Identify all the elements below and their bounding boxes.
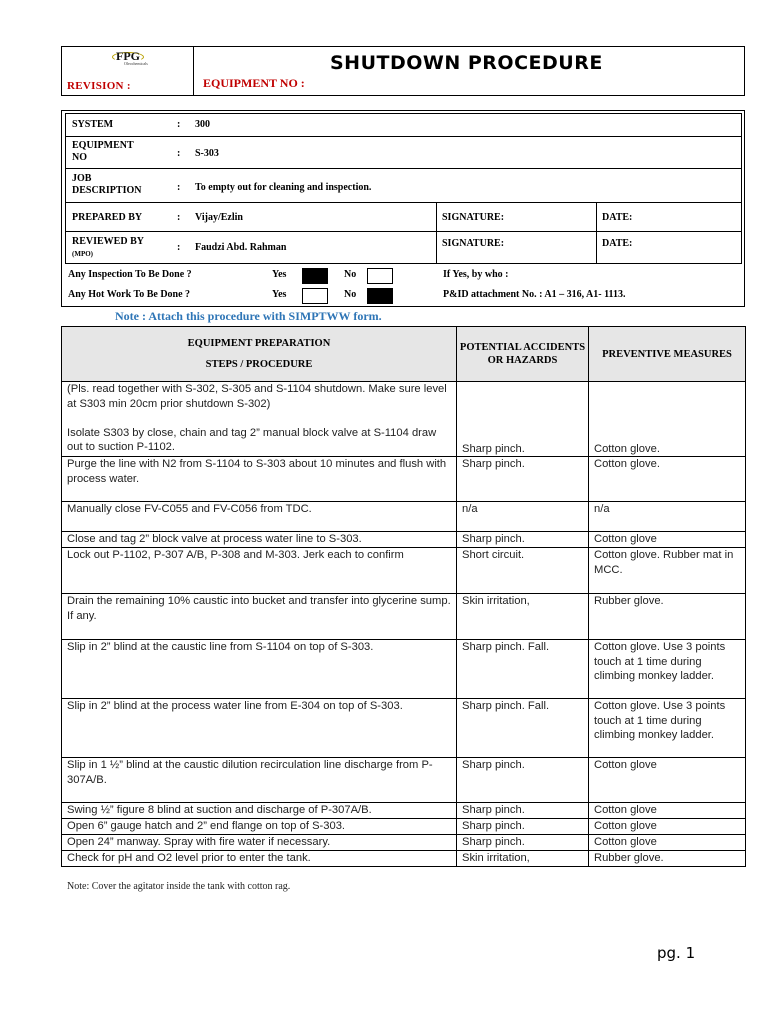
- hotwork-yes-label: Yes: [272, 289, 287, 300]
- measure-cell: Cotton glove. Use 3 points touch at 1 time during climbing monkey ladder.: [589, 640, 746, 699]
- reviewed-label-sub: (MPO): [72, 250, 93, 258]
- step-cell: (Pls. read together with S-302, S-305 and S-1104 shutdown. Make sure level at S303 min 20cm prior shutdown S-302) Isolate S303 by close, chain and tag 2” manual block valve at S-1104 draw out to suction P-1102.: [62, 382, 457, 457]
- measure-cell: Cotton glove: [589, 835, 746, 851]
- reviewed-signature-label: SIGNATURE:: [442, 238, 505, 249]
- hazard-cell: Skin irritation,: [457, 851, 589, 867]
- measure-cell: Cotton glove: [589, 758, 746, 803]
- table-row: [62, 851, 746, 867]
- step-cell: Open 24” manway. Spray with fire water if necessary.: [62, 835, 457, 851]
- measure-cell: Rubber glove.: [589, 851, 746, 867]
- system-label: SYSTEM: [72, 119, 114, 130]
- prepared-signature-label: SIGNATURE:: [442, 212, 505, 223]
- hazard-cell: Short circuit.: [457, 548, 589, 594]
- colon: :: [177, 212, 181, 223]
- reviewed-date-label: DATE:: [602, 238, 633, 249]
- measure-cell: Cotton glove. Rubber mat in MCC.: [589, 548, 746, 594]
- step-cell: Slip in 1 ½” blind at the caustic dilution recirculation line discharge from P-307A/B.: [62, 758, 457, 803]
- divider: [436, 203, 437, 264]
- hazard-cell: Sharp pinch.: [457, 835, 589, 851]
- measure-cell: Cotton glove.: [589, 457, 746, 502]
- table-row: [62, 835, 746, 851]
- step-cell: Swing ½” figure 8 blind at suction and discharge of P-307A/B.: [62, 803, 457, 819]
- hotwork-no-label: No: [344, 289, 357, 300]
- company-logo: [112, 51, 150, 67]
- note-agitator: Note: Cover the agitator inside the tank with cotton rag.: [67, 881, 291, 892]
- hazard-cell: Sharp pinch.: [457, 803, 589, 819]
- page-number: pg. 1: [657, 944, 696, 962]
- document-title: SHUTDOWN PROCEDURE: [330, 52, 603, 74]
- step-cell: Open 6” gauge hatch and 2” end flange on top of S-303.: [62, 819, 457, 835]
- logo-text: FPG: [116, 49, 140, 63]
- row-job: [66, 169, 741, 203]
- revision-label: REVISION :: [67, 80, 131, 92]
- info-table: [65, 113, 742, 264]
- prepared-label: PREPARED BY: [72, 212, 143, 223]
- row-prepared: [66, 203, 741, 232]
- hazard-cell: Sharp pinch.: [457, 758, 589, 803]
- measure-cell: Cotton glove. Use 3 points touch at 1 time during climbing monkey ladder.: [589, 699, 746, 758]
- measures-header: PREVENTIVE MEASURES: [589, 327, 746, 382]
- hazard-cell: Sharp pinch.: [457, 819, 589, 835]
- table-header-row: [62, 327, 746, 382]
- hazard-cell: Sharp pinch.: [457, 382, 589, 457]
- colon: :: [177, 119, 181, 130]
- procedure-table-body: [62, 382, 746, 867]
- job-label-line2: DESCRIPTION: [72, 185, 142, 196]
- step-cell: Slip in 2” blind at the caustic line from S-1104 on top of S-303.: [62, 640, 457, 699]
- note-attach-form: Note : Attach this procedure with SIMPTWW form.: [115, 309, 382, 323]
- table-row: [62, 502, 746, 532]
- row-equipment: [66, 137, 741, 169]
- hazard-cell: Skin irritation,: [457, 594, 589, 640]
- equipment-label: [72, 140, 134, 164]
- hotwork-question: Any Hot Work To Be Done ?: [68, 289, 191, 300]
- steps-header: [62, 327, 457, 382]
- inspection-yes-label: Yes: [272, 269, 287, 280]
- job-label-line1: JOB: [72, 173, 92, 184]
- table-row: [62, 382, 746, 457]
- table-row: [62, 803, 746, 819]
- measure-cell: Cotton glove: [589, 803, 746, 819]
- document-header: [61, 46, 745, 96]
- job-label: [72, 173, 141, 197]
- logo-subtext: Oleochemicals: [124, 61, 148, 66]
- equipment-label-line2: NO: [72, 152, 87, 163]
- hazard-cell: Sharp pinch.: [457, 457, 589, 502]
- measure-cell: n/a: [589, 502, 746, 532]
- colon: :: [177, 182, 181, 193]
- step-cell: Check for pH and O2 level prior to enter the tank.: [62, 851, 457, 867]
- logo-cell: [62, 47, 194, 95]
- hotwork-yes-checkbox[interactable]: [302, 288, 328, 304]
- hazard-cell: n/a: [457, 502, 589, 532]
- hazards-header: POTENTIAL ACCIDENTS OR HAZARDS: [457, 327, 589, 382]
- step-cell: Purge the line with N2 from S-1104 to S-303 about 10 minutes and flush with process water.: [62, 457, 457, 502]
- measure-cell: Cotton glove: [589, 819, 746, 835]
- hazard-cell: Sharp pinch.: [457, 532, 589, 548]
- job-value: To empty out for cleaning and inspection.: [195, 182, 372, 193]
- system-value: 300: [195, 119, 210, 130]
- table-row: [62, 457, 746, 502]
- step-cell: Drain the remaining 10% caustic into bucket and transfer into glycerine sump. If any.: [62, 594, 457, 640]
- inspection-yes-checkbox[interactable]: [302, 268, 328, 284]
- hotwork-no-checkbox[interactable]: [367, 288, 393, 304]
- steps-header-line2: STEPS / PROCEDURE: [205, 359, 313, 370]
- table-row: [62, 548, 746, 594]
- table-row: [62, 819, 746, 835]
- inspection-no-checkbox[interactable]: [367, 268, 393, 284]
- if-yes-label: If Yes, by who :: [443, 269, 509, 280]
- table-row: [62, 758, 746, 803]
- colon: :: [177, 148, 181, 159]
- reviewed-label: [72, 236, 144, 260]
- step-cell: Close and tag 2” block valve at process water line to S-303.: [62, 532, 457, 548]
- step-cell: Slip in 2” blind at the process water line from E-304 on top of S-303.: [62, 699, 457, 758]
- equipment-no-label: EQUIPMENT NO :: [203, 76, 305, 90]
- divider: [596, 203, 597, 264]
- step-cell: Manually close FV-C055 and FV-C056 from TDC.: [62, 502, 457, 532]
- table-row: [62, 699, 746, 758]
- measure-cell: Cotton glove.: [589, 382, 746, 457]
- inspection-question: Any Inspection To Be Done ?: [68, 269, 192, 280]
- info-block: [61, 110, 745, 307]
- inspection-no-label: No: [344, 269, 357, 280]
- reviewed-value: Faudzi Abd. Rahman: [195, 242, 287, 253]
- procedure-table: [61, 326, 746, 867]
- table-row: [62, 594, 746, 640]
- hazard-cell: Sharp pinch. Fall.: [457, 699, 589, 758]
- step-cell: Lock out P-1102, P-307 A/B, P-308 and M-303. Jerk each to confirm: [62, 548, 457, 594]
- hazard-cell: Sharp pinch. Fall.: [457, 640, 589, 699]
- pid-attachment: P&ID attachment No. : A1 – 316, A1- 1113.: [443, 289, 626, 300]
- equipment-label-line1: EQUIPMENT: [72, 140, 134, 151]
- measure-cell: Rubber glove.: [589, 594, 746, 640]
- equipment-value: S-303: [195, 148, 219, 159]
- steps-header-line1: EQUIPMENT PREPARATION: [187, 338, 331, 349]
- colon: :: [177, 242, 181, 253]
- measure-cell: Cotton glove: [589, 532, 746, 548]
- reviewed-label-main: REVIEWED BY: [72, 236, 144, 247]
- table-row: [62, 532, 746, 548]
- row-system: [66, 114, 741, 137]
- table-row: [62, 640, 746, 699]
- prepared-date-label: DATE:: [602, 212, 633, 223]
- prepared-value: Vijay/Ezlin: [195, 212, 243, 223]
